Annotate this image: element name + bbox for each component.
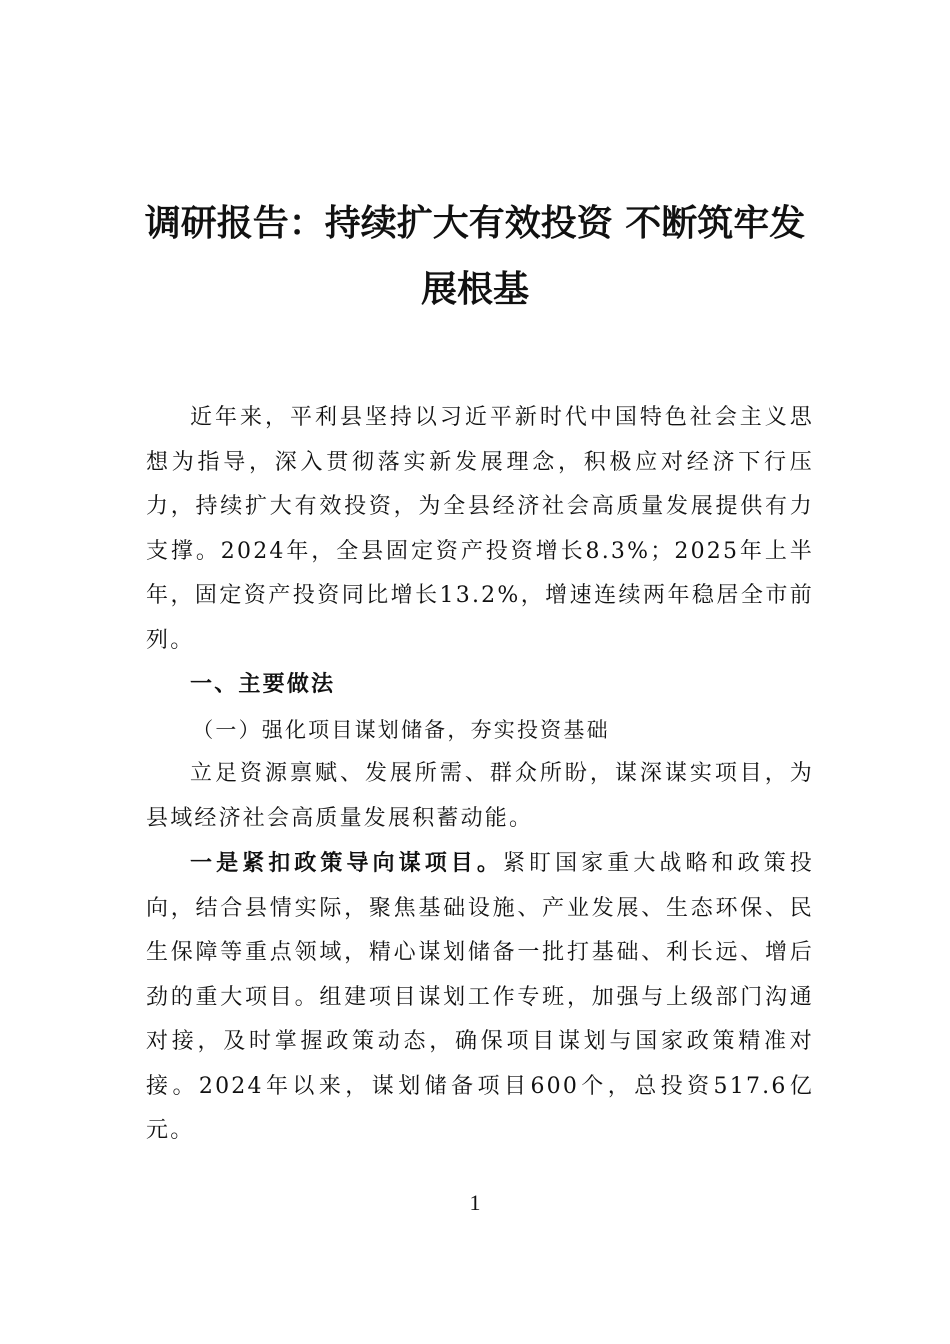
page-number: 1 [469, 1190, 481, 1215]
subsection-paragraph: 立足资源禀赋、发展所需、群众所盼，谋深谋实项目，为县域经济社会高质量发展积蓄动能。 [146, 761, 814, 831]
point-paragraph-policy-orientation [146, 841, 814, 1154]
section-heading-main-practices: 一、主要做法 [190, 672, 336, 697]
title-line-2: 展根基 [420, 268, 529, 310]
point-text: 紧盯国家重大战略和政策投向，结合县情实际，聚焦基础设施、产业发展、生态环保、民生保障等重点领域，精心谋划储备一批打基础、利长远、增后劲的重大项目。组建项目谋划工作专班，加强与上级部门沟通对接，及时掌握政策动态，确保项目谋划与国家政策精准对接。2024年以来，谋划储备项目600个，总投资517.6亿元。 [146, 851, 814, 1143]
subsection-heading-project-planning: （一）强化项目谋划储备，夯实投资基础 [192, 717, 610, 742]
document-body [146, 396, 814, 1154]
document-title [120, 190, 830, 322]
title-line-1: 调研报告：持续扩大有效投资 不断筑牢发 [144, 202, 806, 244]
intro-paragraph: 近年来，平利县坚持以习近平新时代中国特色社会主义思想为指导，深入贯彻落实新发展理念，积极应对经济下行压力，持续扩大有效投资，为全县经济社会高质量发展提供有力支撑。2024年，全县固定资产投资增长8.3%；2025年上半年，固定资产投资同比增长13.2%，增速连续两年稳居全市前列。 [146, 405, 814, 653]
point-lead: 一是紧扣政策导向谋项目。 [190, 850, 503, 876]
